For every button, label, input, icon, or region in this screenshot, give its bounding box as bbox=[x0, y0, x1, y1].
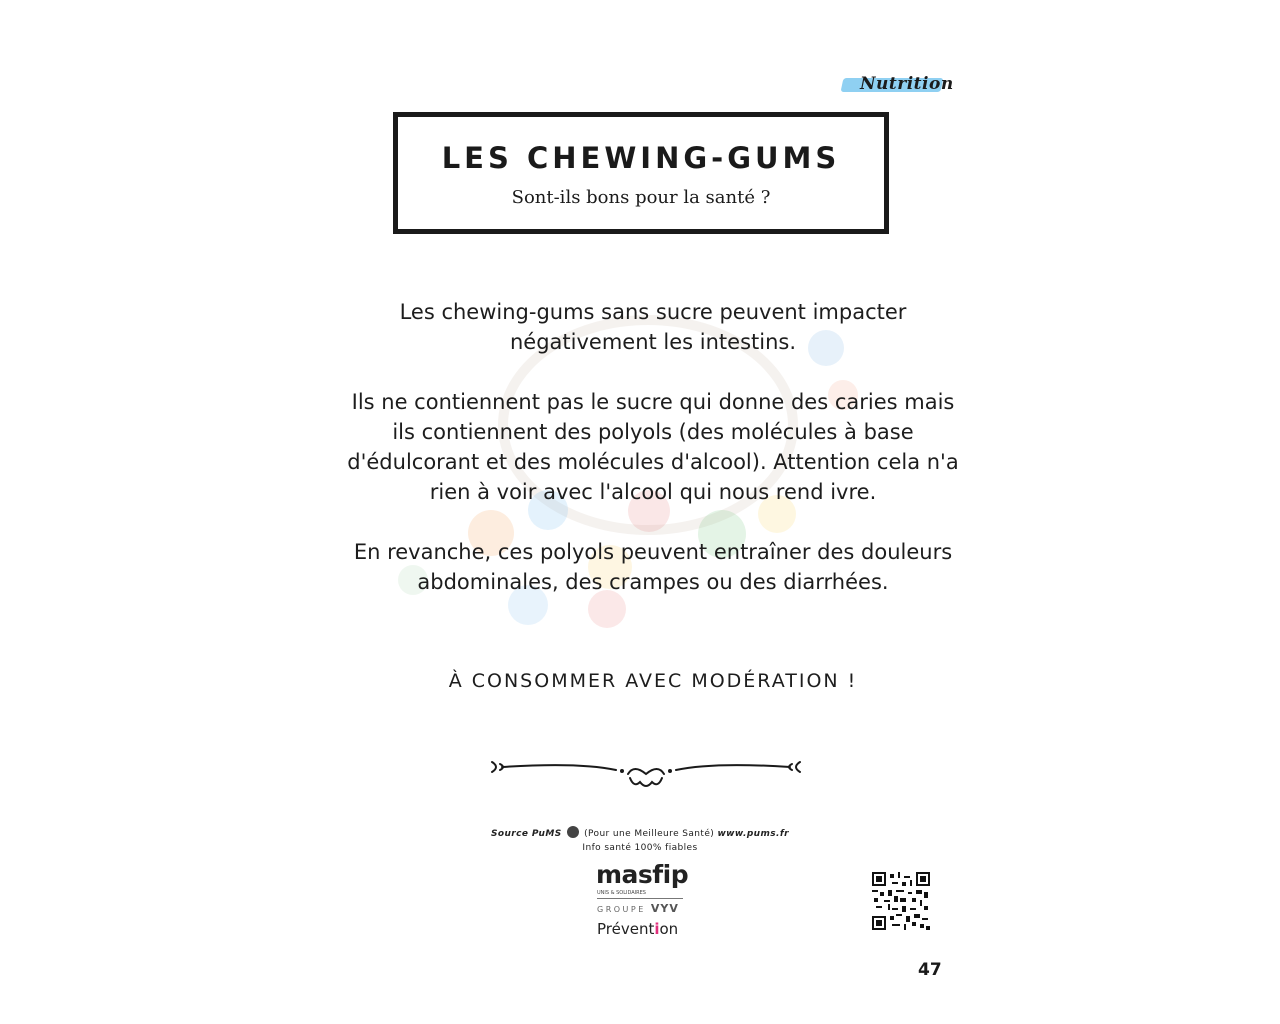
section-tag-label: Nutrition bbox=[860, 74, 954, 94]
paragraph-3: En revanche, ces polyols peuvent entraîner des douleurs abdominales, des crampes ou des diarrhées. bbox=[353, 540, 953, 594]
source-url[interactable]: www.pums.fr bbox=[717, 829, 789, 839]
body-text bbox=[338, 297, 968, 627]
source-label: Source PuMS bbox=[490, 829, 562, 839]
source-credit bbox=[440, 826, 840, 855]
qr-code-icon[interactable] bbox=[872, 872, 930, 930]
logo-divider bbox=[597, 898, 683, 899]
page-title: LES CHEWING-GUMS bbox=[441, 141, 841, 175]
source-line-1 bbox=[440, 826, 840, 841]
paragraph-2: Ils ne contiennent pas le sucre qui donne des caries mais ils contiennent des polyols (des molécules à base d'édulcorant et des molécules d'alcool). Attention cela n'a rien à voir avec l'alcool qui nous rend ivre. bbox=[347, 390, 959, 504]
logo-prevention: Prévention bbox=[597, 920, 679, 938]
page-subtitle: Sont-ils bons pour la santé ? bbox=[511, 187, 771, 208]
pums-logo-icon bbox=[567, 826, 579, 838]
masfip-logo bbox=[592, 860, 692, 940]
paragraph-1: Les chewing-gums sans sucre peuvent impacter négativement les intestins. bbox=[399, 300, 907, 354]
source-line-2: Info santé 100% fiables bbox=[582, 843, 698, 853]
title-box bbox=[393, 112, 889, 234]
moderation-callout: À CONSOMMER AVEC MODÉRATION ! bbox=[448, 670, 858, 692]
page-number: 47 bbox=[918, 960, 942, 980]
section-tag bbox=[842, 72, 954, 100]
logo-group: GROUPE VYV bbox=[597, 902, 679, 915]
ornamental-divider-icon bbox=[488, 752, 804, 798]
logo-brand: masfip bbox=[596, 860, 689, 889]
source-desc: (Pour une Meilleure Santé) bbox=[584, 829, 715, 839]
logo-tagline: UNIS & SOLIDAIRES bbox=[597, 890, 646, 896]
